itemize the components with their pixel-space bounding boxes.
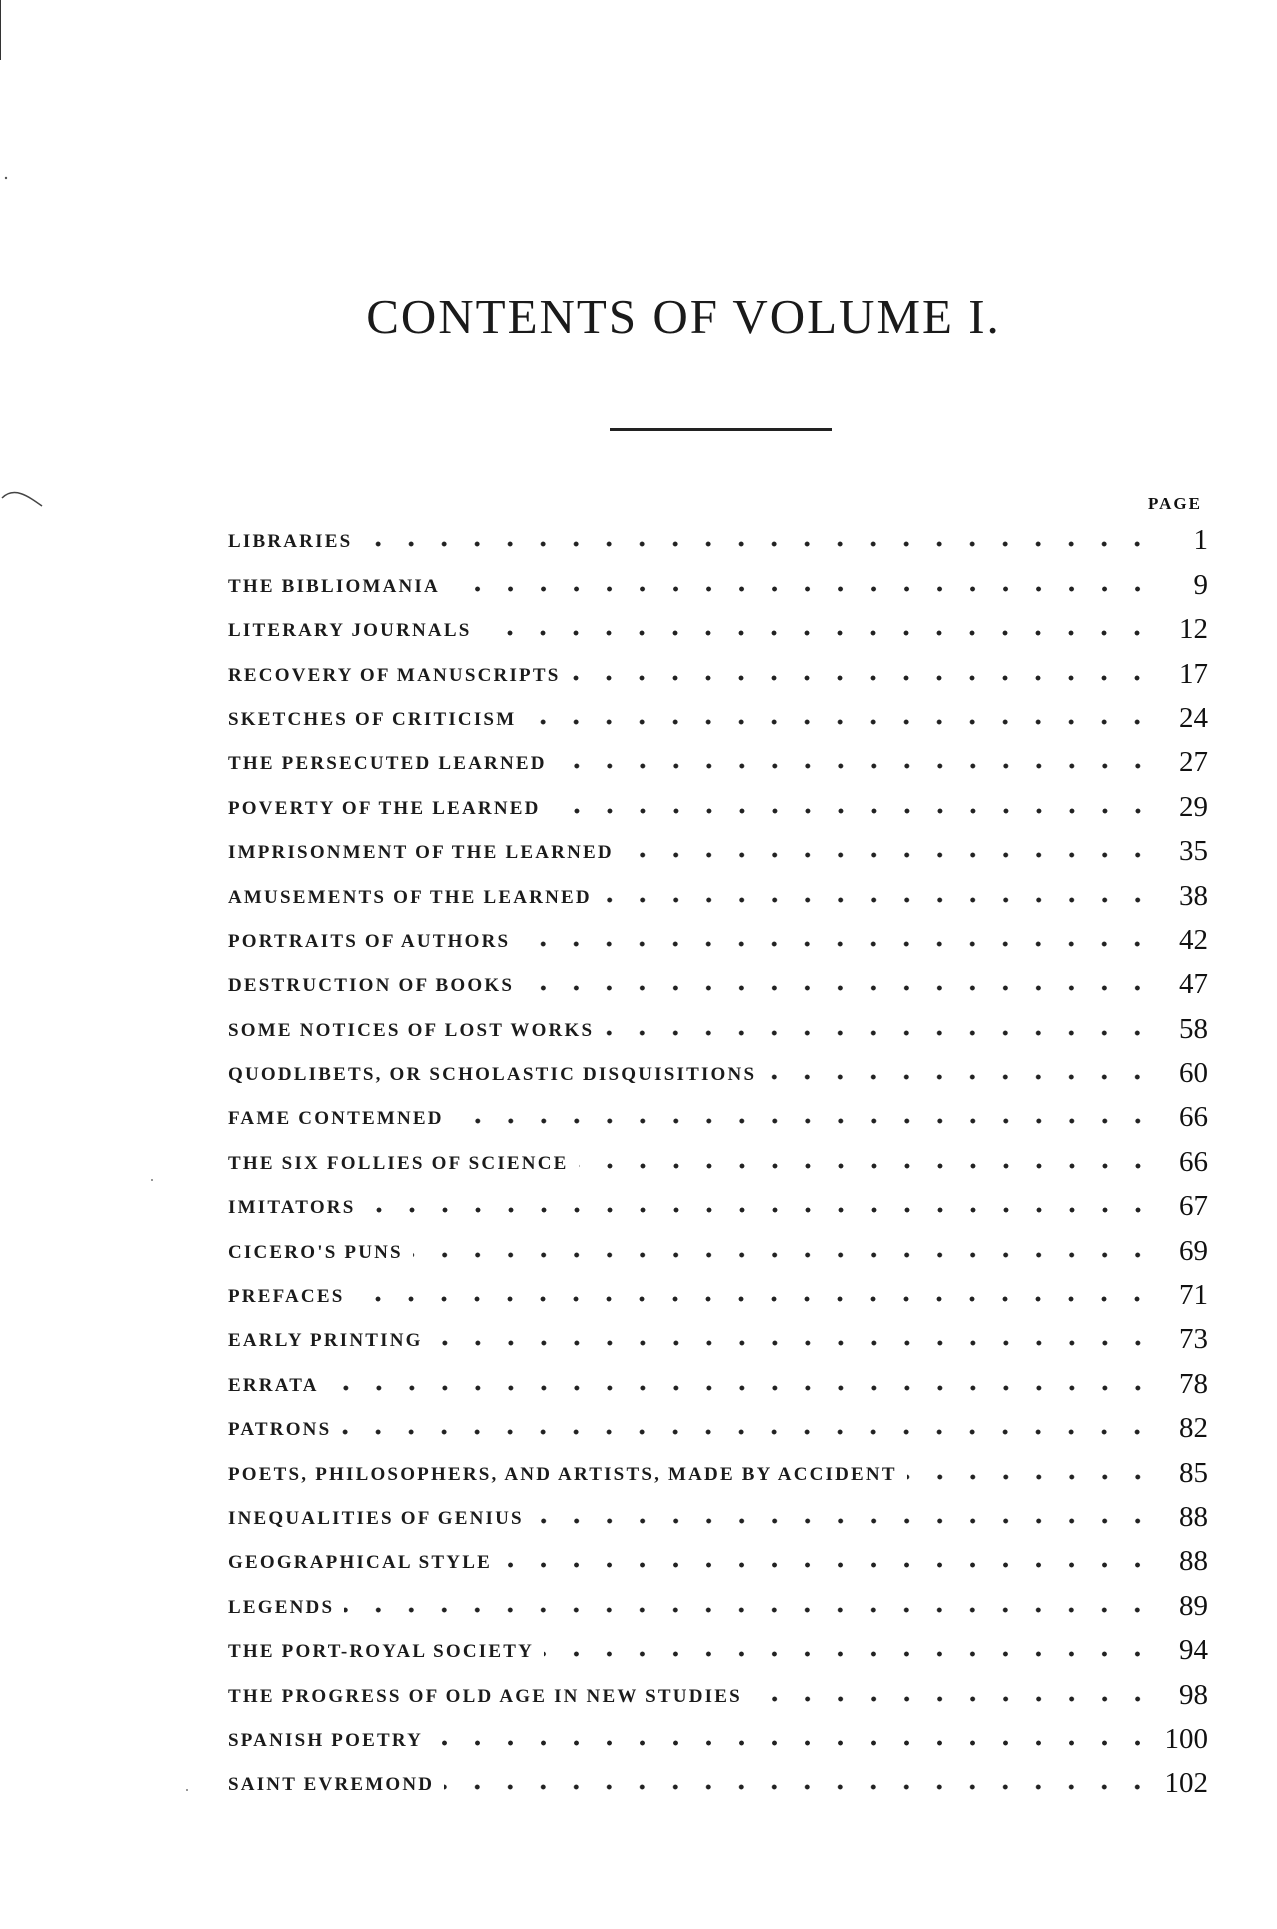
dot-leader bbox=[362, 541, 1154, 547]
toc-entry bbox=[228, 1669, 1208, 1713]
toc-entry-title: GEOGRAPHICAL STYLE bbox=[228, 1552, 492, 1574]
toc-entry-page-number: 69 bbox=[1179, 1234, 1208, 1267]
toc-entry bbox=[228, 559, 1208, 603]
dot-leader bbox=[602, 897, 1154, 903]
title-rule bbox=[610, 428, 832, 431]
toc-entry-page-number: 100 bbox=[1164, 1722, 1208, 1755]
toc-entry-title: PATRONS bbox=[228, 1419, 332, 1441]
dot-leader bbox=[526, 719, 1154, 725]
toc-entry-title: THE PORT-ROYAL SOCIETY bbox=[228, 1641, 535, 1663]
dot-leader bbox=[752, 1696, 1154, 1702]
dot-leader bbox=[534, 1518, 1154, 1524]
toc-entry bbox=[228, 1048, 1208, 1092]
dot-leader bbox=[433, 1340, 1154, 1346]
dot-leader bbox=[329, 1385, 1154, 1391]
toc-entry-title: SPANISH POETRY bbox=[228, 1729, 423, 1751]
toc-entry-page-number: 82 bbox=[1179, 1412, 1208, 1445]
dot-leader bbox=[551, 808, 1154, 814]
toc-entry-page-number: 24 bbox=[1179, 701, 1208, 734]
toc-entry bbox=[228, 1492, 1208, 1536]
toc-entry-page-number: 102 bbox=[1164, 1767, 1208, 1800]
toc-entry-page-number: 29 bbox=[1179, 790, 1208, 823]
toc-entry-title: ERRATA bbox=[228, 1374, 319, 1396]
toc-entry-title: SKETCHES OF CRITICISM bbox=[228, 708, 517, 730]
dot-leader bbox=[433, 1740, 1154, 1746]
toc-entry-title: PREFACES bbox=[228, 1286, 345, 1308]
toc-entry bbox=[228, 1536, 1208, 1580]
toc-entry-page-number: 89 bbox=[1179, 1589, 1208, 1622]
toc-entry-title: POVERTY OF THE LEARNED bbox=[228, 797, 541, 819]
toc-entry bbox=[228, 1358, 1208, 1402]
toc-entry bbox=[228, 737, 1208, 781]
toc-entry-page-number: 17 bbox=[1179, 657, 1208, 690]
toc-entry bbox=[228, 515, 1208, 559]
toc-entry-title: LITERARY JOURNALS bbox=[228, 620, 472, 642]
toc-entry-page-number: 67 bbox=[1179, 1190, 1208, 1223]
toc-entry-title: QUODLIBETS, OR SCHOLASTIC DISQUISITIONS bbox=[228, 1064, 757, 1086]
dot-leader bbox=[579, 1163, 1154, 1169]
toc-entry-title: THE BIBLIOMANIA bbox=[228, 575, 440, 597]
dot-leader bbox=[766, 1074, 1154, 1080]
dot-leader bbox=[557, 763, 1154, 769]
toc-entry bbox=[228, 826, 1208, 870]
dot-leader bbox=[444, 1784, 1154, 1790]
toc-entry bbox=[228, 1714, 1208, 1758]
toc-entry-title: THE SIX FOLLIES OF SCIENCE bbox=[228, 1152, 569, 1174]
toc-entry-title: INEQUALITIES OF GENIUS bbox=[228, 1507, 524, 1529]
toc-entry-title: SAINT EVREMOND bbox=[228, 1774, 435, 1796]
toc-entry bbox=[228, 781, 1208, 825]
toc-entry bbox=[228, 604, 1208, 648]
dot-leader bbox=[544, 1651, 1154, 1657]
toc-entry bbox=[228, 1270, 1208, 1314]
toc-entry bbox=[228, 1225, 1208, 1269]
dot-leader bbox=[907, 1474, 1154, 1480]
toc-entry-page-number: 73 bbox=[1179, 1323, 1208, 1356]
toc-entry-page-number: 60 bbox=[1179, 1057, 1208, 1090]
toc-entry bbox=[228, 915, 1208, 959]
toc-entry bbox=[228, 1625, 1208, 1669]
toc-entry-title: DESTRUCTION OF BOOKS bbox=[228, 975, 515, 997]
toc-entry-page-number: 94 bbox=[1179, 1634, 1208, 1667]
toc-entry-title: EARLY PRINTING bbox=[228, 1330, 423, 1352]
toc-entry bbox=[228, 1580, 1208, 1624]
page-column-header: PAGE bbox=[1148, 494, 1202, 513]
toc-entry bbox=[228, 1136, 1208, 1180]
table-of-contents bbox=[228, 515, 1208, 1802]
toc-entry bbox=[228, 1758, 1208, 1802]
toc-entry-page-number: 58 bbox=[1179, 1012, 1208, 1045]
toc-entry-title: IMPRISONMENT OF THE LEARNED bbox=[228, 842, 614, 864]
toc-entry-title: THE PERSECUTED LEARNED bbox=[228, 753, 547, 775]
toc-entry-page-number: 42 bbox=[1179, 923, 1208, 956]
toc-entry-title: SOME NOTICES OF LOST WORKS bbox=[228, 1019, 595, 1041]
dot-leader bbox=[604, 1030, 1154, 1036]
toc-entry-title: AMUSEMENTS OF THE LEARNED bbox=[228, 886, 592, 908]
toc-entry-title: LEGENDS bbox=[228, 1596, 335, 1618]
toc-entry-title: FAME CONTEMNED bbox=[228, 1108, 444, 1130]
toc-entry bbox=[228, 870, 1208, 914]
toc-entry-page-number: 47 bbox=[1179, 968, 1208, 1001]
toc-entry bbox=[228, 1003, 1208, 1047]
dot-leader bbox=[570, 675, 1154, 681]
toc-entry-page-number: 98 bbox=[1179, 1678, 1208, 1711]
toc-entry-title: RECOVERY OF MANUSCRIPTS bbox=[228, 664, 561, 686]
toc-entry-page-number: 85 bbox=[1179, 1456, 1208, 1489]
toc-entry-page-number: 12 bbox=[1179, 613, 1208, 646]
toc-entry bbox=[228, 1314, 1208, 1358]
dot-leader bbox=[341, 1429, 1154, 1435]
toc-entry bbox=[228, 1403, 1208, 1447]
toc-entry-title: PORTRAITS OF AUTHORS bbox=[228, 930, 511, 952]
toc-entry-page-number: 27 bbox=[1179, 746, 1208, 779]
toc-entry-page-number: 9 bbox=[1193, 568, 1208, 601]
dot-leader bbox=[624, 852, 1154, 858]
toc-entry bbox=[228, 648, 1208, 692]
toc-entry-page-number: 88 bbox=[1179, 1545, 1208, 1578]
toc-entry-title: CICERO'S PUNS bbox=[228, 1241, 403, 1263]
toc-entry bbox=[228, 1092, 1208, 1136]
dot-leader bbox=[520, 941, 1154, 947]
toc-entry bbox=[228, 693, 1208, 737]
toc-entry-page-number: 78 bbox=[1179, 1367, 1208, 1400]
toc-entry-title: LIBRARIES bbox=[228, 531, 353, 553]
toc-entry-page-number: 66 bbox=[1179, 1145, 1208, 1178]
toc-entry-page-number: 38 bbox=[1179, 879, 1208, 912]
dot-leader bbox=[413, 1252, 1154, 1258]
toc-entry-page-number: 35 bbox=[1179, 835, 1208, 868]
dot-leader bbox=[366, 1207, 1155, 1213]
dot-leader bbox=[344, 1607, 1154, 1613]
dot-leader bbox=[450, 586, 1154, 592]
toc-entry-title: THE PROGRESS OF OLD AGE IN NEW STUDIES bbox=[228, 1685, 742, 1707]
page-title: CONTENTS OF VOLUME I. bbox=[366, 289, 1001, 344]
dot-leader bbox=[524, 985, 1154, 991]
toc-entry-title: IMITATORS bbox=[228, 1197, 356, 1219]
dot-leader bbox=[502, 1562, 1154, 1568]
toc-entry-title: POETS, PHILOSOPHERS, AND ARTISTS, MADE BY ACCIDENT bbox=[228, 1463, 897, 1485]
dot-leader bbox=[454, 1118, 1154, 1124]
dot-leader bbox=[354, 1296, 1154, 1302]
toc-entry bbox=[228, 1181, 1208, 1225]
toc-entry-page-number: 66 bbox=[1179, 1101, 1208, 1134]
toc-entry bbox=[228, 959, 1208, 1003]
toc-entry-page-number: 1 bbox=[1193, 524, 1208, 557]
toc-entry bbox=[228, 1447, 1208, 1491]
toc-entry-page-number: 88 bbox=[1179, 1500, 1208, 1533]
dot-leader bbox=[481, 630, 1154, 636]
toc-entry-page-number: 71 bbox=[1179, 1279, 1208, 1312]
